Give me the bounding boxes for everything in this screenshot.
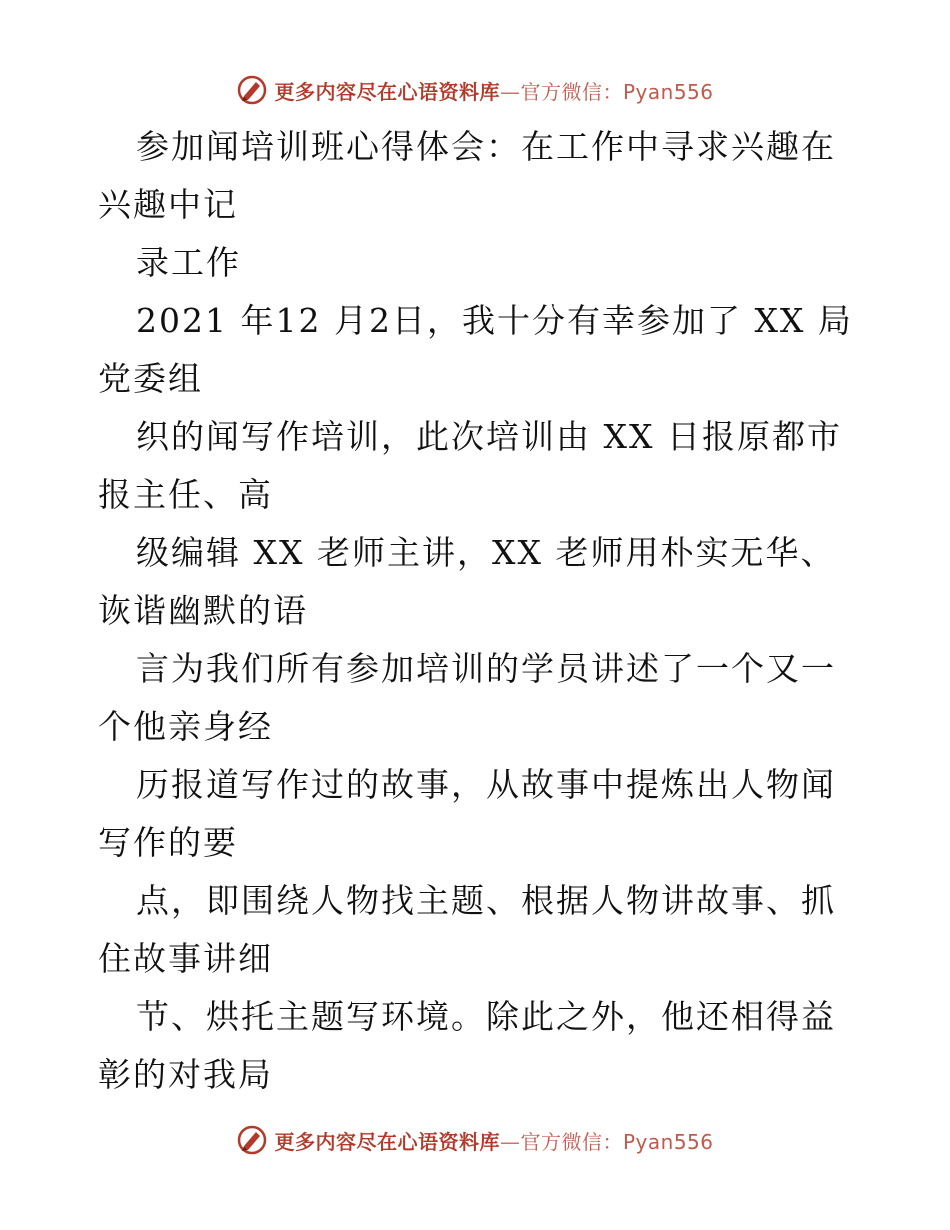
watermark-wechat-id: Pyan556 [622,79,714,104]
paragraph-4: 织的闻写作培训，此次培训由 XX 日报原都市报主任、高 [98,417,842,514]
pen-logo-icon [236,74,268,106]
paragraph-1: 参加闻培训班心得体会：在工作中寻求兴趣在兴趣中记 [98,127,836,224]
footer-watermark [0,1120,950,1160]
paragraph-5: 级编辑 XX 老师主讲，XX 老师用朴实无华、诙谐幽默的语 [98,533,836,630]
watermark-separator: — [499,1129,521,1154]
paragraph-3: 2021 年12 月2日，我十分有幸参加了 XX 局党委组 [98,301,853,398]
header-watermark [0,70,950,110]
watermark-text [274,1126,713,1155]
watermark-wechat-id: Pyan556 [622,1129,714,1154]
pen-logo-icon [236,1124,268,1156]
paragraph-6: 言为我们所有参加培训的学员讲述了一个又一个他亲身经 [98,649,836,746]
paragraph-8: 点，即围绕人物找主题、根据人物讲故事、抓住故事讲细 [98,881,836,978]
watermark-sub: 官方微信： [520,79,623,104]
paragraph-7: 历报道写作过的故事，从故事中提炼出人物闻写作的要 [98,765,836,862]
watermark-text [274,76,713,105]
watermark-main: 更多内容尽在心语资料库 [274,79,500,104]
watermark-separator: — [499,79,521,104]
paragraph-2: 录工作 [136,243,241,282]
document-body [98,118,858,1104]
watermark-sub: 官方微信： [520,1129,623,1154]
paragraph-9: 节、烘托主题写环境。除此之外，他还相得益彰的对我局 [98,997,836,1094]
watermark-main: 更多内容尽在心语资料库 [274,1129,500,1154]
